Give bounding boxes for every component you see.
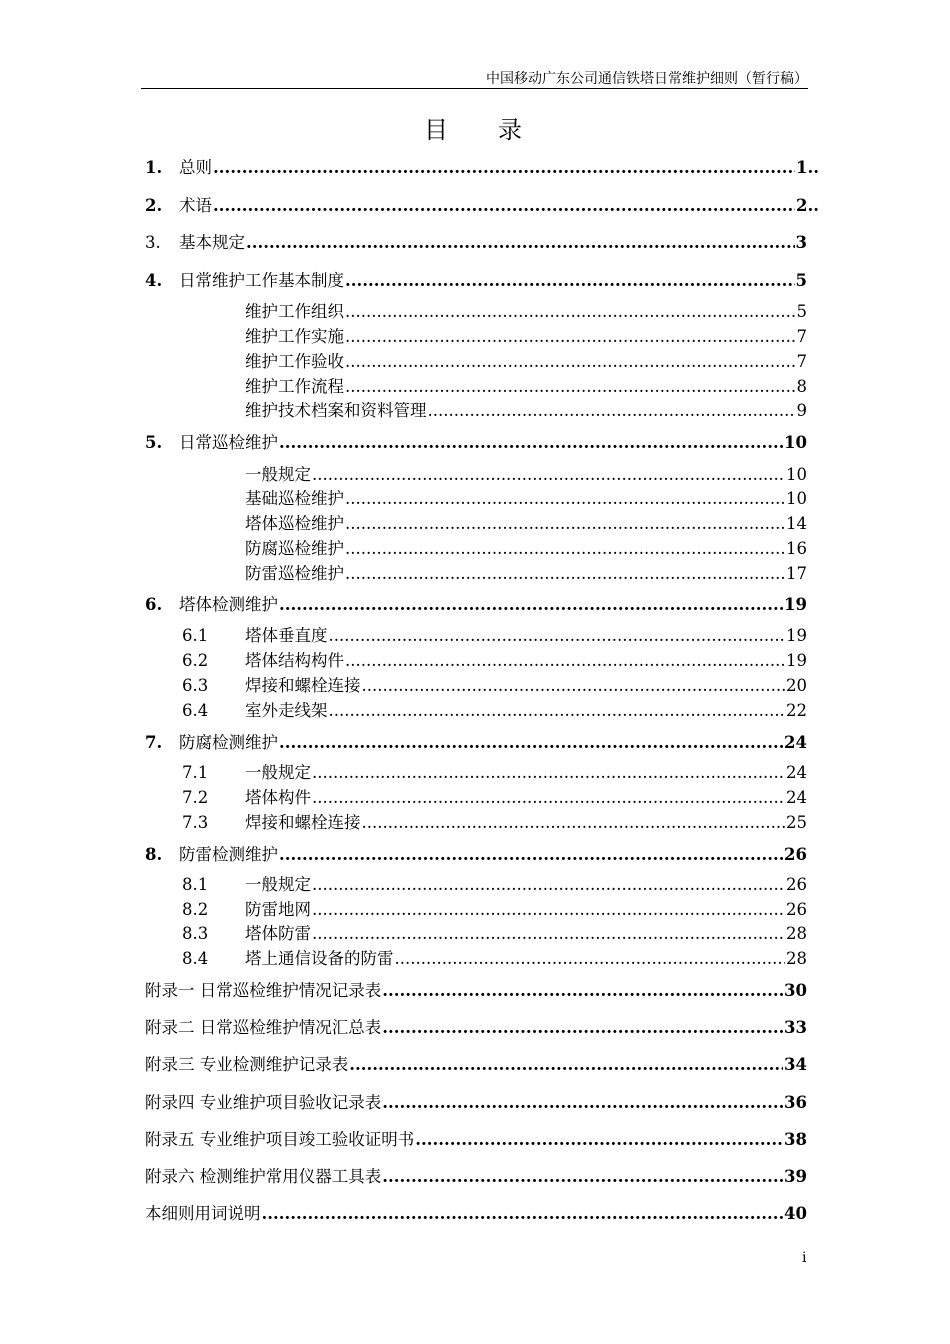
toc-entry-number: 5. (145, 433, 163, 452)
toc-leader-dots (279, 845, 783, 864)
toc-entry-page: 2.. (796, 196, 819, 215)
toc-entry-page: 30 (784, 981, 807, 1000)
toc-entry[interactable] (245, 298, 807, 322)
toc-entry-number: 8.4 (182, 949, 209, 968)
toc-entry-label: 塔体检测维护 (179, 595, 278, 614)
toc-entry[interactable] (245, 373, 807, 397)
toc-leader-dots (345, 489, 785, 508)
toc-leader-dots (246, 233, 795, 252)
toc-leader-dots (415, 1130, 783, 1149)
toc-title-part2: 录 (498, 116, 526, 144)
toc-entry[interactable] (145, 1051, 807, 1075)
toc-entry-page: 39 (784, 1167, 807, 1186)
toc-entry[interactable] (145, 1089, 807, 1113)
toc-leader-dots (345, 539, 785, 558)
toc-entry-label: 术语 (179, 196, 212, 215)
toc-leader-dots (382, 1093, 783, 1112)
toc-entry-number: 2. (145, 196, 163, 215)
toc-leader-dots (213, 196, 795, 215)
toc-leader-dots (428, 401, 796, 420)
toc-entry-label: 维护工作组织 (245, 302, 344, 321)
toc-entry-label: 附录四 专业维护项目验收记录表 (145, 1093, 382, 1112)
toc-entry[interactable] (245, 348, 807, 372)
toc-entry[interactable] (145, 1126, 807, 1150)
toc-entry-number: 6. (145, 595, 163, 614)
toc-entry-page: 25 (786, 813, 807, 832)
toc-leader-dots (312, 465, 785, 484)
toc-entry-page: 28 (786, 949, 807, 968)
toc-entry-label: 塔上通信设备的防雷 (245, 949, 394, 968)
toc-entry-page: 33 (784, 1018, 807, 1037)
toc-entry-label: 塔体巡检维护 (245, 514, 344, 533)
toc-entry-label: 一般规定 (245, 465, 311, 484)
toc-entry[interactable] (245, 461, 807, 485)
toc-leader-dots (345, 514, 785, 533)
toc-entry-page: 5 (795, 271, 807, 290)
toc-entry[interactable] (245, 485, 807, 509)
toc-leader-dots (345, 327, 796, 346)
toc-entry-label: 防腐检测维护 (179, 733, 278, 752)
toc-entry[interactable] (245, 323, 807, 347)
toc-leader-dots (382, 1167, 783, 1186)
toc-entry[interactable] (182, 784, 807, 808)
toc-leader-dots (279, 433, 783, 452)
toc-entry-label: 防雷巡检维护 (245, 564, 344, 583)
toc-entry-number: 7.2 (182, 788, 209, 807)
toc-entry-page: 24 (786, 763, 807, 782)
toc-entry-number: 7. (145, 733, 163, 752)
toc-leader-dots (395, 949, 786, 968)
toc-leader-dots (329, 701, 786, 720)
toc-title (0, 110, 950, 145)
toc-entry[interactable] (182, 672, 807, 696)
toc-entry[interactable] (145, 1014, 807, 1038)
toc-leader-dots (345, 564, 785, 583)
toc-entry-number: 8. (145, 845, 163, 864)
toc-entry-label: 附录六 检测维护常用仪器工具表 (145, 1167, 382, 1186)
toc-entry-label: 焊接和螺栓连接 (245, 676, 361, 695)
toc-leader-dots (345, 352, 796, 371)
toc-entry-page: 24 (784, 733, 807, 752)
toc-entry-label: 维护技术档案和资料管理 (245, 401, 427, 420)
toc-entry-page: 26 (784, 845, 807, 864)
toc-leader-dots (329, 626, 786, 645)
toc-leader-dots (312, 875, 785, 894)
toc-entry-page: 19 (784, 595, 807, 614)
toc-entry-label: 基础巡检维护 (245, 489, 344, 508)
toc-entry-number: 6.3 (182, 676, 209, 695)
toc-entry-label: 日常巡检维护 (179, 433, 278, 452)
toc-entry[interactable] (182, 896, 807, 920)
toc-entry-number: 6.4 (182, 701, 209, 720)
toc-entry[interactable] (145, 192, 819, 216)
toc-entry-label: 维护工作流程 (245, 377, 344, 396)
toc-entry-label: 一般规定 (245, 763, 311, 782)
toc-entry-page: 7 (796, 352, 807, 371)
toc-entry-label: 防腐巡检维护 (245, 539, 344, 558)
toc-leader-dots (312, 900, 785, 919)
toc-entry-number: 7.3 (182, 813, 209, 832)
toc-leader-dots (362, 676, 786, 695)
toc-entry[interactable] (145, 591, 807, 615)
toc-leader-dots (312, 924, 785, 943)
toc-entry-page: 3 (795, 233, 807, 252)
toc-entry-number: 6.1 (182, 626, 209, 645)
toc-leader-dots (262, 1204, 784, 1223)
toc-leader-dots (279, 733, 783, 752)
toc-entry[interactable] (145, 1163, 807, 1187)
toc-entry[interactable] (182, 622, 807, 646)
toc-entry-page: 19 (786, 626, 807, 645)
toc-entry-label: 总则 (179, 158, 212, 177)
toc-leader-dots (349, 1055, 783, 1074)
toc-leader-dots (362, 813, 786, 832)
toc-entry-number: 3. (145, 233, 161, 252)
toc-entry-page: 9 (796, 401, 807, 420)
toc-entry[interactable] (182, 647, 807, 671)
toc-leader-dots (213, 158, 795, 177)
toc-entry-page: 19 (786, 651, 807, 670)
toc-entry-label: 焊接和螺栓连接 (245, 813, 361, 832)
header-rule (141, 88, 808, 89)
toc-entry-label: 室外走线架 (245, 701, 328, 720)
toc-leader-dots (382, 1018, 783, 1037)
toc-entry-page: 34 (784, 1055, 807, 1074)
toc-leader-dots (382, 981, 783, 1000)
toc-entry-label: 防雷地网 (245, 900, 311, 919)
toc-entry[interactable] (245, 560, 807, 584)
toc-entry[interactable] (182, 697, 807, 721)
toc-title-part1: 目 (424, 116, 452, 144)
toc-entry-label: 塔体结构构件 (245, 651, 344, 670)
toc-entry[interactable] (182, 871, 807, 895)
toc-leader-dots (279, 595, 783, 614)
toc-entry[interactable] (182, 920, 807, 944)
toc-entry[interactable] (182, 759, 807, 783)
toc-leader-dots (312, 763, 785, 782)
toc-entry-page: 10 (786, 489, 807, 508)
toc-entry-label: 塔体防雷 (245, 924, 311, 943)
toc-entry[interactable] (245, 535, 807, 559)
toc-entry[interactable] (145, 429, 807, 453)
toc-entry-page: 17 (786, 564, 807, 583)
toc-entry-page: 40 (784, 1204, 807, 1223)
toc-entry-label: 基本规定 (179, 233, 245, 252)
toc-entry[interactable] (245, 510, 807, 534)
toc-entry-label: 塔体构件 (245, 788, 311, 807)
toc-entry-page: 22 (786, 701, 807, 720)
toc-entry[interactable] (145, 977, 807, 1001)
toc-entry[interactable] (145, 229, 807, 253)
toc-entry-number: 6.2 (182, 651, 209, 670)
toc-leader-dots (345, 651, 785, 670)
toc-leader-dots (345, 302, 796, 321)
toc-entry[interactable] (145, 267, 807, 291)
toc-entry-page: 8 (796, 377, 807, 396)
toc-entry-label: 防雷检测维护 (179, 845, 278, 864)
toc-entry[interactable] (182, 945, 807, 969)
toc-entry-page: 5 (796, 302, 807, 321)
toc-entry-label: 本细则用词说明 (145, 1204, 261, 1223)
toc-entry[interactable] (145, 841, 807, 865)
toc-entry-label: 维护工作验收 (245, 352, 344, 371)
toc-entry-number: 8.2 (182, 900, 209, 919)
toc-entry[interactable] (145, 1200, 807, 1224)
toc-entry-label: 附录五 专业维护项目竣工验收证明书 (145, 1130, 415, 1149)
toc-entry-label: 附录二 日常巡检维护情况汇总表 (145, 1018, 382, 1037)
toc-entry-page: 10 (786, 465, 807, 484)
toc-leader-dots (312, 788, 785, 807)
toc-entry[interactable] (145, 729, 807, 753)
toc-entry-page: 26 (786, 875, 807, 894)
toc-entry-page: 7 (796, 327, 807, 346)
toc-entry[interactable] (245, 397, 807, 421)
toc-entry-page: 16 (786, 539, 807, 558)
toc-entry-number: 1. (145, 158, 163, 177)
toc-entry-label: 附录三 专业检测维护记录表 (145, 1055, 349, 1074)
toc-entry-number: 8.3 (182, 924, 209, 943)
toc-entry-label: 一般规定 (245, 875, 311, 894)
toc-entry-page: 14 (786, 514, 807, 533)
toc-entry-label: 塔体垂直度 (245, 626, 328, 645)
toc-entry-page: 10 (784, 433, 807, 452)
toc-entry-number: 8.1 (182, 875, 209, 894)
toc-entry-label: 维护工作实施 (245, 327, 344, 346)
toc-entry-page: 36 (784, 1093, 807, 1112)
toc-entry-number: 7.1 (182, 763, 209, 782)
toc-entry[interactable] (182, 809, 807, 833)
toc-entry-page: 28 (786, 924, 807, 943)
toc-entry-page: 26 (786, 900, 807, 919)
toc-entry-number: 4. (145, 271, 163, 290)
toc-entry-page: 24 (786, 788, 807, 807)
toc-entry-page: 38 (784, 1130, 807, 1149)
page-number: i (802, 1250, 807, 1266)
toc-entry-label: 日常维护工作基本制度 (179, 271, 344, 290)
header-text: 中国移动广东公司通信铁塔日常维护细则（暂行稿） (486, 71, 808, 87)
toc-leader-dots (345, 271, 795, 290)
toc-entry-label: 附录一 日常巡检维护情况记录表 (145, 981, 382, 1000)
toc-leader-dots (345, 377, 796, 396)
toc-entry-page: 1.. (796, 158, 819, 177)
toc-entry-page: 20 (786, 676, 807, 695)
toc-entry[interactable] (145, 154, 819, 178)
